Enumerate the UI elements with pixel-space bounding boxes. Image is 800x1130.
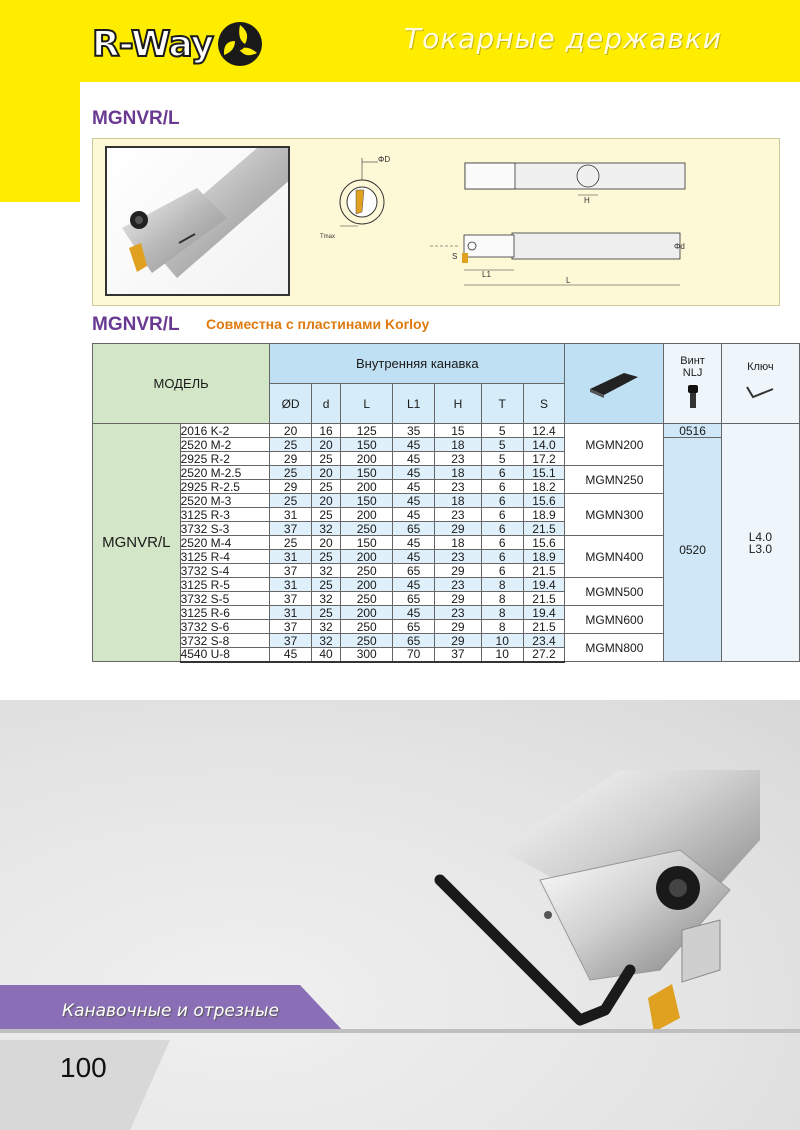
cell-H: 29 bbox=[434, 620, 481, 634]
insert-cell: MGMN500 bbox=[565, 578, 664, 606]
cell-L: 200 bbox=[341, 508, 393, 522]
model-cell: 3125 R-4 bbox=[180, 550, 270, 564]
key-cell bbox=[721, 424, 799, 662]
end-view-drawing bbox=[320, 150, 400, 250]
col-d: d bbox=[311, 384, 340, 424]
cell-L: 250 bbox=[341, 634, 393, 648]
model-cell: 2520 M-3 bbox=[180, 494, 270, 508]
table-section-title: MGNVR/L bbox=[92, 314, 180, 335]
cell-H: 23 bbox=[434, 452, 481, 466]
cell-D: 37 bbox=[270, 620, 312, 634]
cell-L: 200 bbox=[341, 578, 393, 592]
cell-H: 18 bbox=[434, 438, 481, 452]
cell-H: 23 bbox=[434, 606, 481, 620]
cell-T: 5 bbox=[481, 424, 523, 438]
product-photo bbox=[105, 146, 290, 296]
cell-S: 18.9 bbox=[523, 508, 565, 522]
cell-T: 8 bbox=[481, 620, 523, 634]
cell-d: 25 bbox=[311, 550, 340, 564]
cell-d: 32 bbox=[311, 522, 340, 536]
cell-T: 10 bbox=[481, 634, 523, 648]
cell-L1: 65 bbox=[393, 620, 435, 634]
cell-D: 25 bbox=[270, 536, 312, 550]
label-s: S bbox=[452, 252, 458, 261]
cell-d: 32 bbox=[311, 592, 340, 606]
screw-icon bbox=[686, 385, 700, 409]
cell-T: 6 bbox=[481, 508, 523, 522]
cell-d: 20 bbox=[311, 494, 340, 508]
cell-L1: 65 bbox=[393, 522, 435, 536]
label-d: Φd bbox=[674, 242, 685, 251]
model-cell: 3732 S-3 bbox=[180, 522, 270, 536]
cell-d: 32 bbox=[311, 634, 340, 648]
model-cell: 2520 M-4 bbox=[180, 536, 270, 550]
cell-d: 32 bbox=[311, 564, 340, 578]
cell-D: 31 bbox=[270, 508, 312, 522]
insert-cell: MGMN200 bbox=[565, 424, 664, 466]
cell-H: 37 bbox=[434, 648, 481, 662]
cell-D: 25 bbox=[270, 438, 312, 452]
cell-H: 18 bbox=[434, 494, 481, 508]
cell-L1: 35 bbox=[393, 424, 435, 438]
screw-header-label: Винт NLJ bbox=[680, 355, 705, 379]
cell-d: 20 bbox=[311, 438, 340, 452]
logo bbox=[92, 20, 265, 68]
cell-T: 5 bbox=[481, 438, 523, 452]
cell-S: 21.5 bbox=[523, 564, 565, 578]
cell-T: 6 bbox=[481, 550, 523, 564]
cell-H: 23 bbox=[434, 480, 481, 494]
label-l1: L1 bbox=[482, 270, 491, 279]
section-title: MGNVR/L bbox=[92, 108, 180, 129]
model-cell: 3732 S-4 bbox=[180, 564, 270, 578]
model-cell: 4540 U-8 bbox=[180, 648, 270, 662]
col-L1: L1 bbox=[393, 384, 435, 424]
cell-S: 14.0 bbox=[523, 438, 565, 452]
label-l: L bbox=[566, 276, 571, 285]
model-cell: 3732 S-6 bbox=[180, 620, 270, 634]
cell-S: 18.2 bbox=[523, 480, 565, 494]
cell-L: 200 bbox=[341, 452, 393, 466]
model-cell: 3732 S-8 bbox=[180, 634, 270, 648]
col-S: S bbox=[523, 384, 565, 424]
insert-cell: MGMN800 bbox=[565, 634, 664, 662]
cell-T: 6 bbox=[481, 564, 523, 578]
cell-H: 23 bbox=[434, 578, 481, 592]
header-side-tab bbox=[0, 82, 80, 202]
logo-triskelion-icon bbox=[215, 19, 265, 69]
cell-D: 31 bbox=[270, 606, 312, 620]
cell-D: 37 bbox=[270, 564, 312, 578]
cell-D: 25 bbox=[270, 494, 312, 508]
cell-S: 21.5 bbox=[523, 620, 565, 634]
col-H: H bbox=[434, 384, 481, 424]
cell-D: 20 bbox=[270, 424, 312, 438]
cell-L1: 45 bbox=[393, 494, 435, 508]
cell-T: 10 bbox=[481, 648, 523, 662]
cell-S: 12.4 bbox=[523, 424, 565, 438]
insert-cell: MGMN250 bbox=[565, 466, 664, 494]
cell-T: 6 bbox=[481, 480, 523, 494]
screw-header bbox=[664, 344, 721, 424]
cell-L1: 45 bbox=[393, 466, 435, 480]
cell-d: 32 bbox=[311, 620, 340, 634]
hex-key-icon bbox=[745, 383, 775, 403]
cell-L1: 45 bbox=[393, 452, 435, 466]
spec-table bbox=[92, 343, 800, 663]
cell-L1: 45 bbox=[393, 480, 435, 494]
cell-L: 250 bbox=[341, 592, 393, 606]
model-cell: 2520 M-2.5 bbox=[180, 466, 270, 480]
cell-S: 15.1 bbox=[523, 466, 565, 480]
cell-D: 37 bbox=[270, 592, 312, 606]
cell-d: 20 bbox=[311, 466, 340, 480]
group-header: Внутренняя канавка bbox=[270, 344, 565, 384]
cell-L1: 65 bbox=[393, 564, 435, 578]
cell-L: 125 bbox=[341, 424, 393, 438]
cell-L1: 45 bbox=[393, 578, 435, 592]
cell-L: 200 bbox=[341, 606, 393, 620]
cell-d: 25 bbox=[311, 508, 340, 522]
label-phiD: ΦD bbox=[378, 155, 391, 164]
series-cell: MGNVR/L bbox=[93, 424, 181, 662]
cell-L: 300 bbox=[341, 648, 393, 662]
cell-S: 18.9 bbox=[523, 550, 565, 564]
cell-L: 200 bbox=[341, 480, 393, 494]
model-cell: 2016 K-2 bbox=[180, 424, 270, 438]
col-D: ØD bbox=[270, 384, 312, 424]
insert-header bbox=[565, 344, 664, 424]
cell-d: 25 bbox=[311, 578, 340, 592]
cell-D: 31 bbox=[270, 578, 312, 592]
cell-L1: 45 bbox=[393, 550, 435, 564]
cell-H: 29 bbox=[434, 522, 481, 536]
cell-S: 19.4 bbox=[523, 578, 565, 592]
cell-d: 20 bbox=[311, 536, 340, 550]
label-h: H bbox=[584, 196, 590, 205]
cell-D: 31 bbox=[270, 550, 312, 564]
col-L: L bbox=[341, 384, 393, 424]
cell-L1: 45 bbox=[393, 508, 435, 522]
cell-L: 150 bbox=[341, 494, 393, 508]
cell-d: 25 bbox=[311, 452, 340, 466]
insert-cell: MGMN600 bbox=[565, 606, 664, 634]
footer-category: Канавочные и отрезные bbox=[62, 1001, 279, 1021]
cell-H: 18 bbox=[434, 536, 481, 550]
cell-L: 250 bbox=[341, 620, 393, 634]
cell-L: 250 bbox=[341, 522, 393, 536]
cell-S: 17.2 bbox=[523, 452, 565, 466]
cell-T: 6 bbox=[481, 522, 523, 536]
cell-L: 200 bbox=[341, 550, 393, 564]
model-cell: 3125 R-3 bbox=[180, 508, 270, 522]
key-header-label: Ключ bbox=[747, 361, 774, 373]
model-cell: 2925 R-2.5 bbox=[180, 480, 270, 494]
cell-S: 21.5 bbox=[523, 592, 565, 606]
cell-L: 150 bbox=[341, 536, 393, 550]
model-cell: 2520 M-2 bbox=[180, 438, 270, 452]
key-value: L4.0 bbox=[748, 529, 773, 544]
col-T: T bbox=[481, 384, 523, 424]
cell-L: 150 bbox=[341, 438, 393, 452]
model-cell: 2925 R-2 bbox=[180, 452, 270, 466]
compat-subtitle: Совместна с пластинами Korloy bbox=[206, 316, 430, 332]
cell-H: 29 bbox=[434, 634, 481, 648]
insert-cell: MGMN300 bbox=[565, 494, 664, 536]
cell-L1: 45 bbox=[393, 606, 435, 620]
cell-D: 25 bbox=[270, 466, 312, 480]
header-title: Токарные державки bbox=[404, 22, 722, 55]
cell-T: 6 bbox=[481, 494, 523, 508]
insert-cell: MGMN400 bbox=[565, 536, 664, 578]
logo-text: R-Way bbox=[92, 23, 214, 65]
cell-H: 18 bbox=[434, 466, 481, 480]
insert-icon bbox=[584, 365, 644, 399]
cell-T: 8 bbox=[481, 592, 523, 606]
screw-cell: 0516 bbox=[664, 424, 721, 438]
cell-d: 25 bbox=[311, 480, 340, 494]
page-number: 100 bbox=[60, 1052, 107, 1083]
model-cell: 3125 R-6 bbox=[180, 606, 270, 620]
cell-T: 6 bbox=[481, 466, 523, 480]
cell-d: 16 bbox=[311, 424, 340, 438]
table-row bbox=[93, 438, 800, 452]
key-value: L3.0 bbox=[748, 541, 773, 556]
cell-T: 5 bbox=[481, 452, 523, 466]
cell-L1: 65 bbox=[393, 592, 435, 606]
cell-d: 40 bbox=[311, 648, 340, 662]
cell-S: 21.5 bbox=[523, 522, 565, 536]
cell-S: 15.6 bbox=[523, 536, 565, 550]
label-tmax: Tmax bbox=[320, 234, 335, 240]
cell-H: 23 bbox=[434, 550, 481, 564]
model-cell: 3732 S-5 bbox=[180, 592, 270, 606]
cell-d: 25 bbox=[311, 606, 340, 620]
cell-H: 29 bbox=[434, 592, 481, 606]
cell-T: 8 bbox=[481, 606, 523, 620]
cell-L: 250 bbox=[341, 564, 393, 578]
cell-S: 23.4 bbox=[523, 634, 565, 648]
cell-S: 15.6 bbox=[523, 494, 565, 508]
cell-D: 37 bbox=[270, 522, 312, 536]
cell-S: 27.2 bbox=[523, 648, 565, 662]
model-cell: 3125 R-5 bbox=[180, 578, 270, 592]
cell-H: 29 bbox=[434, 564, 481, 578]
cell-T: 8 bbox=[481, 578, 523, 592]
cell-L1: 45 bbox=[393, 536, 435, 550]
cell-D: 29 bbox=[270, 452, 312, 466]
cell-T: 6 bbox=[481, 536, 523, 550]
cell-L1: 65 bbox=[393, 634, 435, 648]
cell-L: 150 bbox=[341, 466, 393, 480]
cell-D: 45 bbox=[270, 648, 312, 662]
cell-H: 15 bbox=[434, 424, 481, 438]
cell-L1: 45 bbox=[393, 438, 435, 452]
key-header bbox=[721, 344, 799, 424]
cell-D: 29 bbox=[270, 480, 312, 494]
cell-L1: 70 bbox=[393, 648, 435, 662]
model-header: МОДЕЛЬ bbox=[93, 344, 270, 424]
tool-holder-image bbox=[107, 148, 290, 296]
side-view-drawing bbox=[430, 155, 700, 295]
screw-cell: 0520 bbox=[664, 438, 721, 662]
cell-H: 23 bbox=[434, 508, 481, 522]
cell-S: 19.4 bbox=[523, 606, 565, 620]
table-row bbox=[93, 424, 800, 438]
cell-D: 37 bbox=[270, 634, 312, 648]
